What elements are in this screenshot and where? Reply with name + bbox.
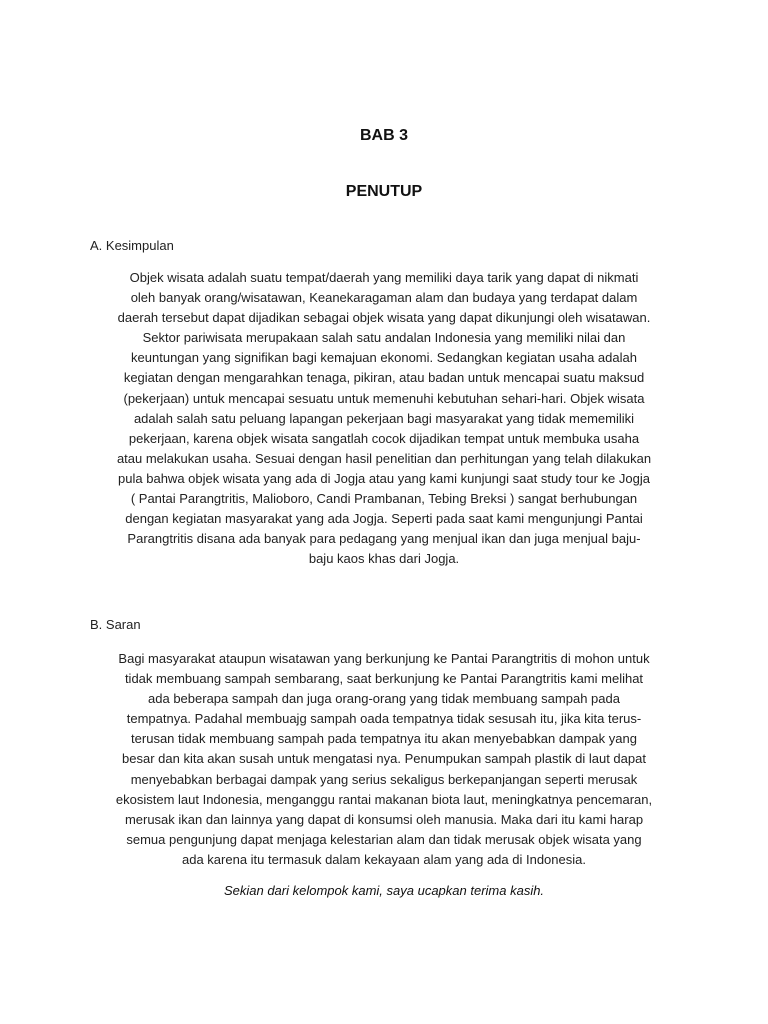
- paragraph-line: Parangtritis disana ada banyak para pedagang yang menjual ikan dan juga menjual baju-: [127, 531, 641, 547]
- paragraph-line: ada beberapa sampah dan juga orang-orang yang tidak membuang sampah pada: [148, 691, 620, 707]
- paragraph-line: kegiatan dengan mengarahkan tenaga, pikiran, atau badan untuk mencapai suatu maksud: [123, 370, 645, 386]
- paragraph-line: ada karena itu termasuk dalam kekayaan alam yang ada di Indonesia.: [182, 851, 586, 867]
- chapter-title: PENUTUP: [345, 183, 423, 200]
- paragraph-line: (pekerjaan) untuk mencapai sesuatu untuk memenuhi kebutuhan sehari-hari. Objek wisata: [123, 390, 645, 406]
- paragraph-line: besar dan kita akan susah untuk mengatasi nya. Penumpukan sampah plastik di laut dapat: [122, 751, 646, 767]
- paragraph-line: menyebabkan berbagai dampak yang serius sekaligus berkepanjangan seperti merusak: [130, 771, 638, 787]
- paragraph-line: Objek wisata adalah suatu tempat/daerah yang memiliki daya tarik yang dapat di nikmati: [129, 270, 639, 285]
- chapter-heading: BAB 3: [359, 127, 408, 144]
- paragraph-line: ekosistem laut Indonesia, menganggu rantai makanan biota laut, meningkatnya pencemaran,: [115, 791, 653, 807]
- paragraph-kesimpulan: [100, 268, 668, 569]
- paragraph-line: Bagi masyarakat ataupun wisatawan yang berkunjung ke Pantai Parangtritis di mohon untuk: [118, 651, 650, 666]
- paragraph-line: merusak ikan dan lainnya yang dapat di konsumsi oleh manusia. Maka dari itu kami harap: [124, 811, 644, 827]
- paragraph-line: ( Pantai Parangtritis, Malioboro, Candi Prambanan, Tebing Breksi ) sangat berhubungan: [130, 491, 638, 507]
- paragraph-line: adalah salah satu peluang lapangan pekerjaan bagi masyarakat yang tidak mememiliki: [133, 410, 635, 426]
- paragraph-line: tidak membuang sampah sembarang, saat berkunjung ke Pantai Parangtritis kami melihat: [124, 671, 644, 687]
- paragraph-line: semua pengunjung dapat menjaga kelestarian alam dan tidak merusak objek wisata yang: [126, 831, 642, 847]
- paragraph-line: dengan kegiatan masyarakat yang ada Jogja. Seperti pada saat kami mengunjungi Pantai: [125, 511, 643, 527]
- paragraph-line: Sektor pariwisata merupakaan salah satu andalan Indonesia yang memiliki nilai dan: [142, 330, 626, 346]
- paragraph-line: baju kaos khas dari Jogja.: [308, 551, 460, 567]
- closing-remark: Sekian dari kelompok kami, saya ucapkan terima kasih.: [223, 883, 545, 898]
- paragraph-line: pekerjaan, karena objek wisata sangatlah cocok dijadikan tempat untuk membuka usaha: [128, 430, 640, 446]
- paragraph-line: tempatnya. Padahal membuajg sampah oada tempatnya tidak sesusah itu, jika kita terus-: [126, 711, 642, 727]
- paragraph-line: terusan tidak membuang sampah pada tempatnya itu akan menyebabkan dampak yang: [131, 731, 637, 747]
- paragraph-line: keuntungan yang signifikan bagi kemajuan ekonomi. Sedangkan kegiatan usaha adalah: [131, 350, 637, 366]
- section-label-saran: B. Saran: [90, 617, 141, 632]
- paragraph-line: atau melakukan usaha. Sesuai dengan hasil penelitian dan perhitungan yang telah dilakukan: [116, 450, 652, 466]
- paragraph-line: pula bahwa objek wisata yang ada di Jogja atau yang kami kunjungi saat study tour ke Jogja: [118, 470, 650, 486]
- paragraph-saran: [100, 649, 668, 870]
- paragraph-line: daerah tersebut dapat dijadikan sebagai objek wisata yang dapat dikunjungi oleh wisatawan.: [117, 310, 651, 326]
- paragraph-line: oleh banyak orang/wisatawan, Keanekaragaman alam dan budaya yang terdapat dalam: [130, 290, 638, 306]
- section-label-kesimpulan: A. Kesimpulan: [90, 238, 174, 253]
